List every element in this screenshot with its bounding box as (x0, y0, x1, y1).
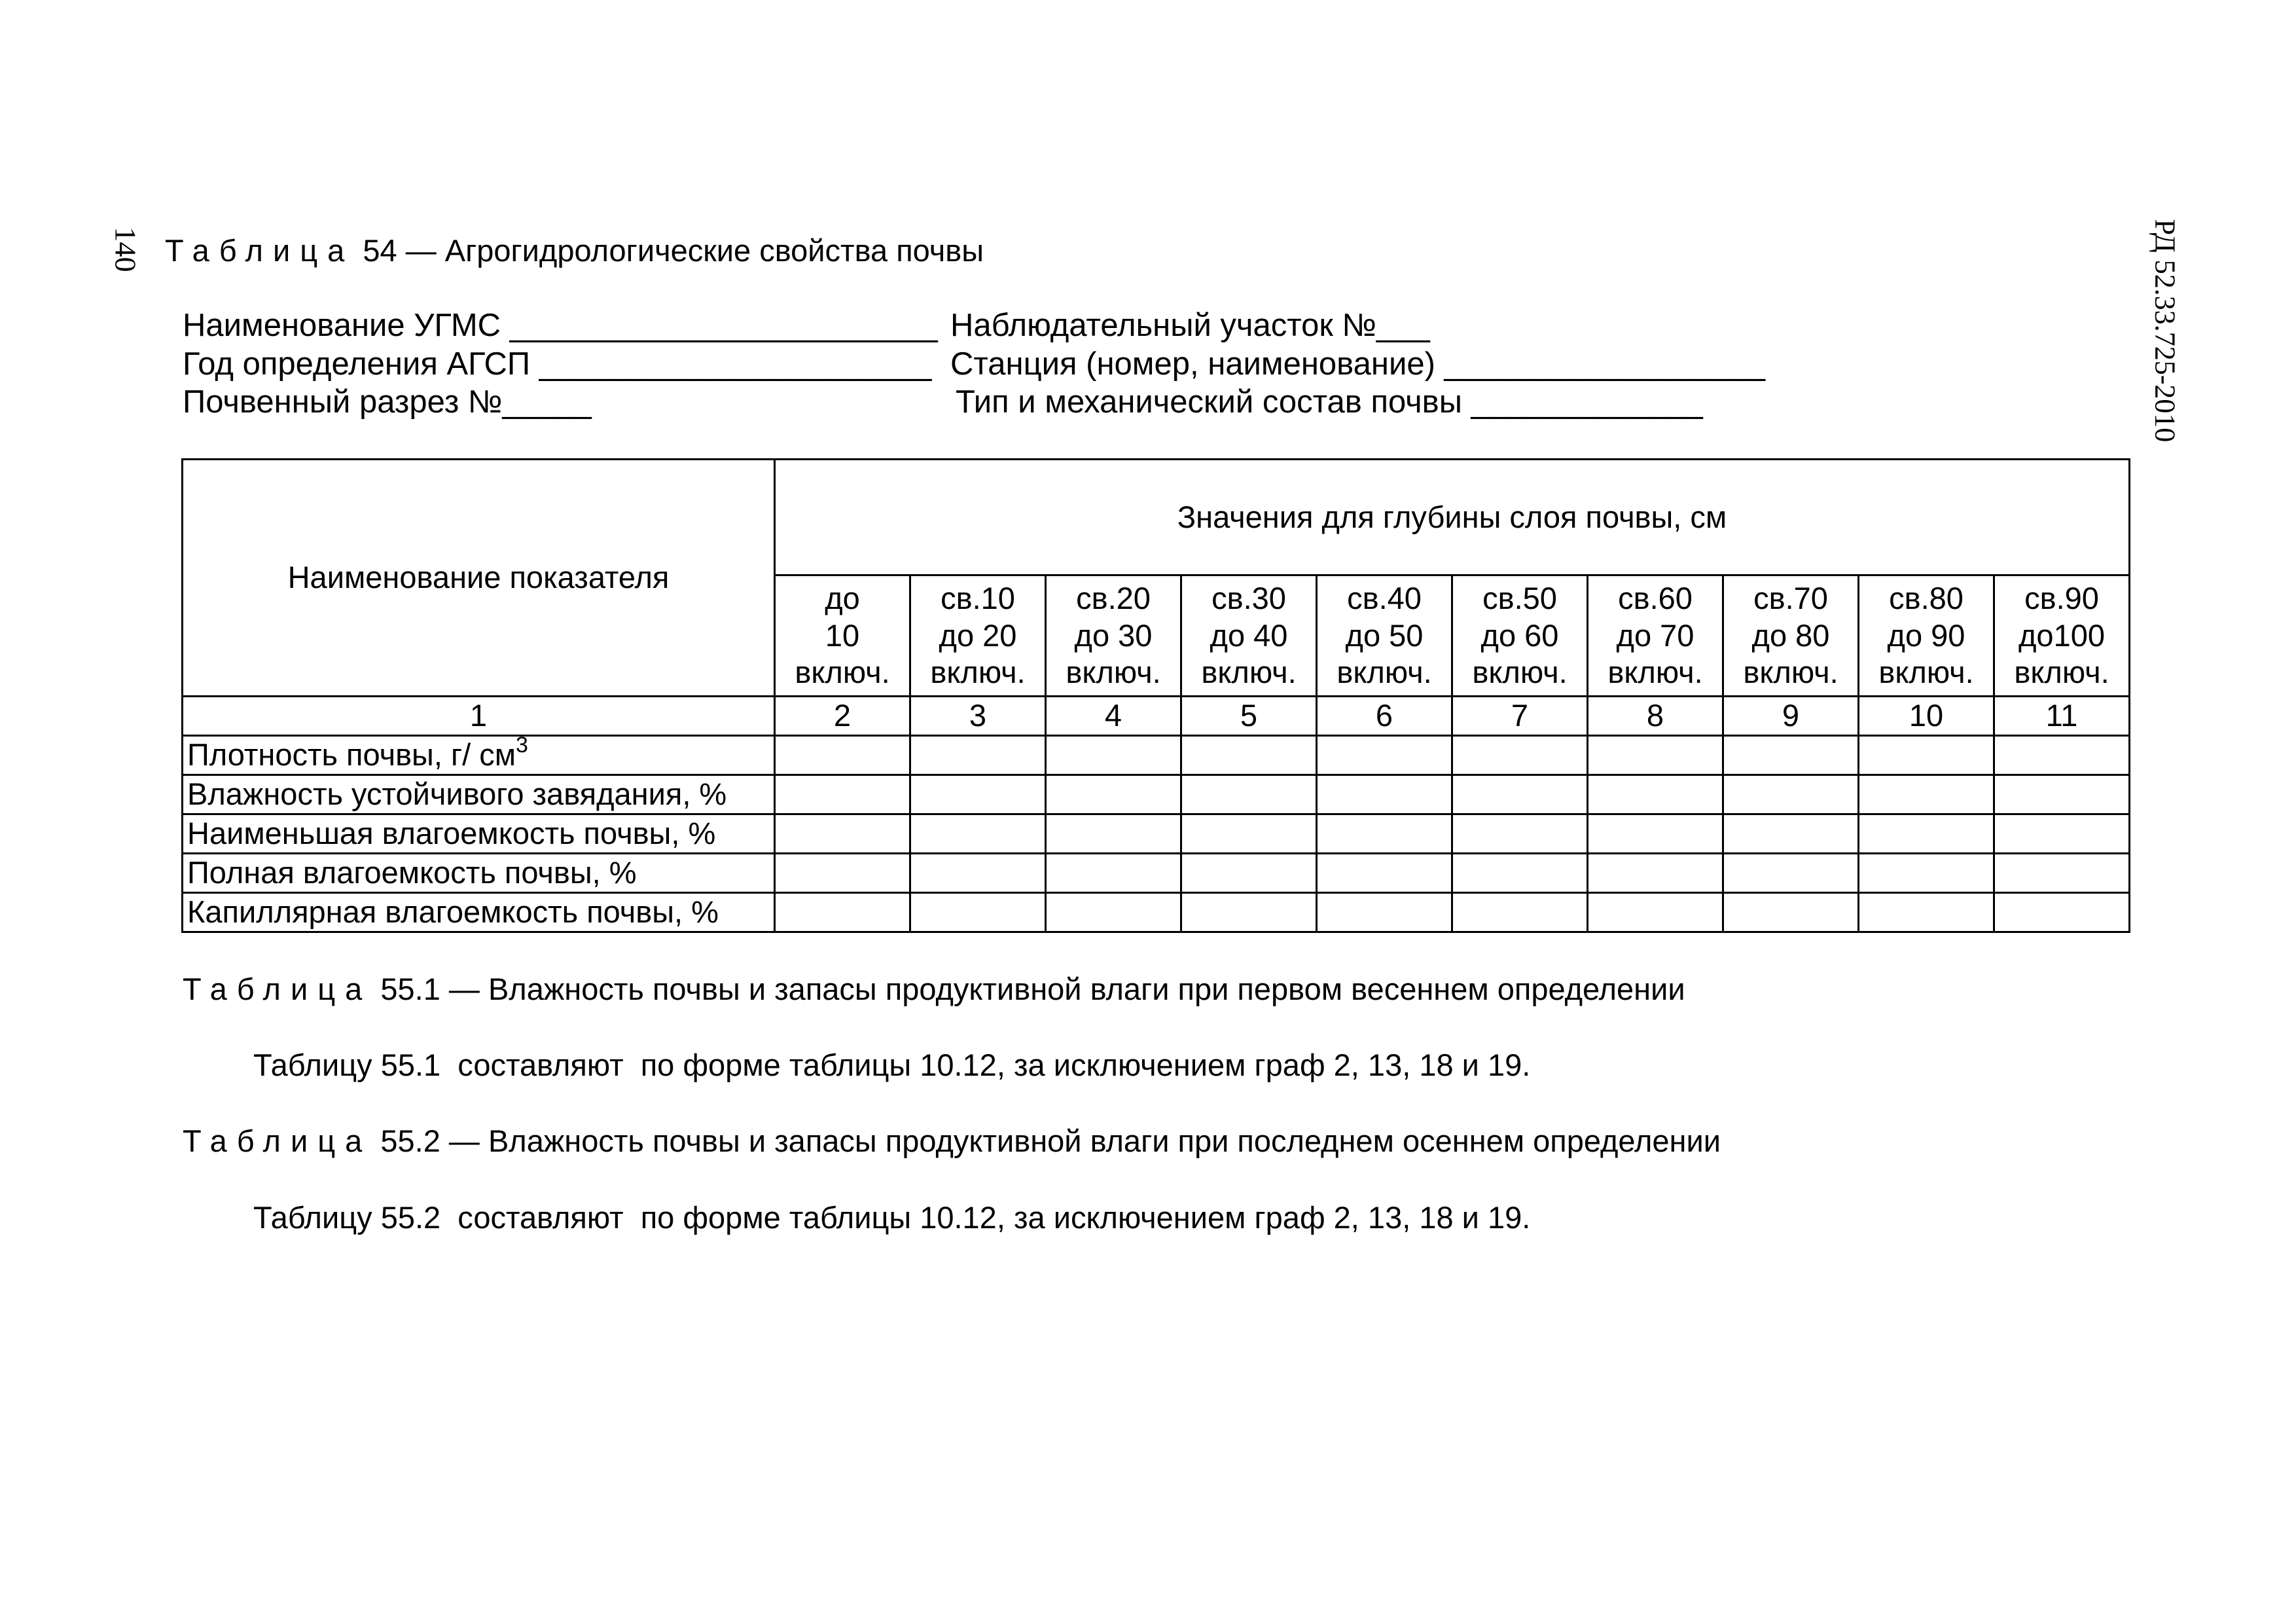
column-number: 6 (1317, 697, 1452, 736)
column-number: 9 (1723, 697, 1859, 736)
table55-2-title-rest: 55.2 — Влажность почвы и запасы продуктивной влаги при последнем осеннем определении (380, 1123, 1721, 1158)
header-row-group (183, 460, 2130, 575)
table-row (183, 893, 2130, 932)
table55-2-note: Таблицу 55.2 составляют по форме таблицы 10.12, за исключением граф 2, 13, 18 и 19. (253, 1200, 1531, 1235)
header-depth-5: св.40 до 50 включ. (1317, 575, 1452, 697)
row-label-least-capacity: Наименьшая влагоемкость почвы, % (183, 814, 775, 854)
header-depth-8: св.70 до 80 включ. (1723, 575, 1859, 697)
column-number: 10 (1859, 697, 1994, 736)
header-depth-group: Значения для глубины слоя почвы, см (775, 460, 2130, 575)
table-row (183, 854, 2130, 893)
column-number: 1 (183, 697, 775, 736)
table55-2-title-word: Таблица (183, 1123, 372, 1158)
superscript: 3 (516, 735, 528, 758)
field-observation-plot: Наблюдательный участок №___ (950, 308, 1430, 343)
field-agsp-year: Год определения АГСП ______________________ (183, 346, 932, 382)
column-number: 11 (1994, 697, 2130, 736)
header-depth-1: до 10 включ. (775, 575, 910, 697)
header-depth-7: св.60 до 70 включ. (1588, 575, 1723, 697)
column-number-row (183, 697, 2130, 736)
header-depth-3: св.20 до 30 включ. (1046, 575, 1181, 697)
column-number: 5 (1181, 697, 1317, 736)
table55-1-title-word: Таблица (183, 972, 372, 1006)
column-number: 8 (1588, 697, 1723, 736)
table54-title-rest: 54 — Агрогидрологические свойства почвы (363, 233, 984, 268)
header-depth-2: св.10 до 20 включ. (910, 575, 1046, 697)
row-label-wilting-moisture: Влажность устойчивого завядания, % (183, 775, 775, 814)
header-depth-6: св.50 до 60 включ. (1452, 575, 1588, 697)
table54-title-word: Таблица (165, 233, 355, 268)
table55-1-note: Таблицу 55.1 составляют по форме таблицы 10.12, за исключением граф 2, 13, 18 и 19. (253, 1048, 1531, 1082)
header-depth-4: св.30 до 40 включ. (1181, 575, 1317, 697)
table54-title (165, 232, 984, 268)
field-station: Станция (номер, наименование) __________________ (950, 346, 1766, 382)
header-indicator-name: Наименование показателя (183, 460, 775, 697)
field-ugms: Наименование УГМС ________________________ (183, 308, 938, 343)
table-row (183, 775, 2130, 814)
table55-1-title-rest: 55.1 — Влажность почвы и запасы продуктивной влаги при первом весеннем определении (380, 972, 1685, 1006)
table-row (183, 814, 2130, 854)
table55-2-title (183, 1123, 1721, 1159)
row-label-full-capacity: Полная влагоемкость почвы, % (183, 854, 775, 893)
column-number: 2 (775, 697, 910, 736)
column-number: 3 (910, 697, 1046, 736)
row-label-soil-density: Плотность почвы, г/ $см^3$ (183, 736, 775, 775)
field-soil-type: Тип и механический состав почвы _____________ (956, 384, 1703, 420)
row-label-capillary-capacity: Капиллярная влагоемкость почвы, % (183, 893, 775, 932)
page-number: 140 (109, 227, 143, 272)
table55-1-title (183, 971, 1685, 1007)
table-row (183, 736, 2130, 775)
field-soil-section: Почвенный разрез №_____ (183, 384, 592, 420)
column-number: 4 (1046, 697, 1181, 736)
document-code: РД 52.33.725-2010 (2149, 219, 2181, 443)
column-number: 7 (1452, 697, 1588, 736)
header-depth-9: св.80 до 90 включ. (1859, 575, 1994, 697)
header-depth-10: св.90 до100 включ. (1994, 575, 2130, 697)
soil-properties-table (181, 458, 2130, 933)
